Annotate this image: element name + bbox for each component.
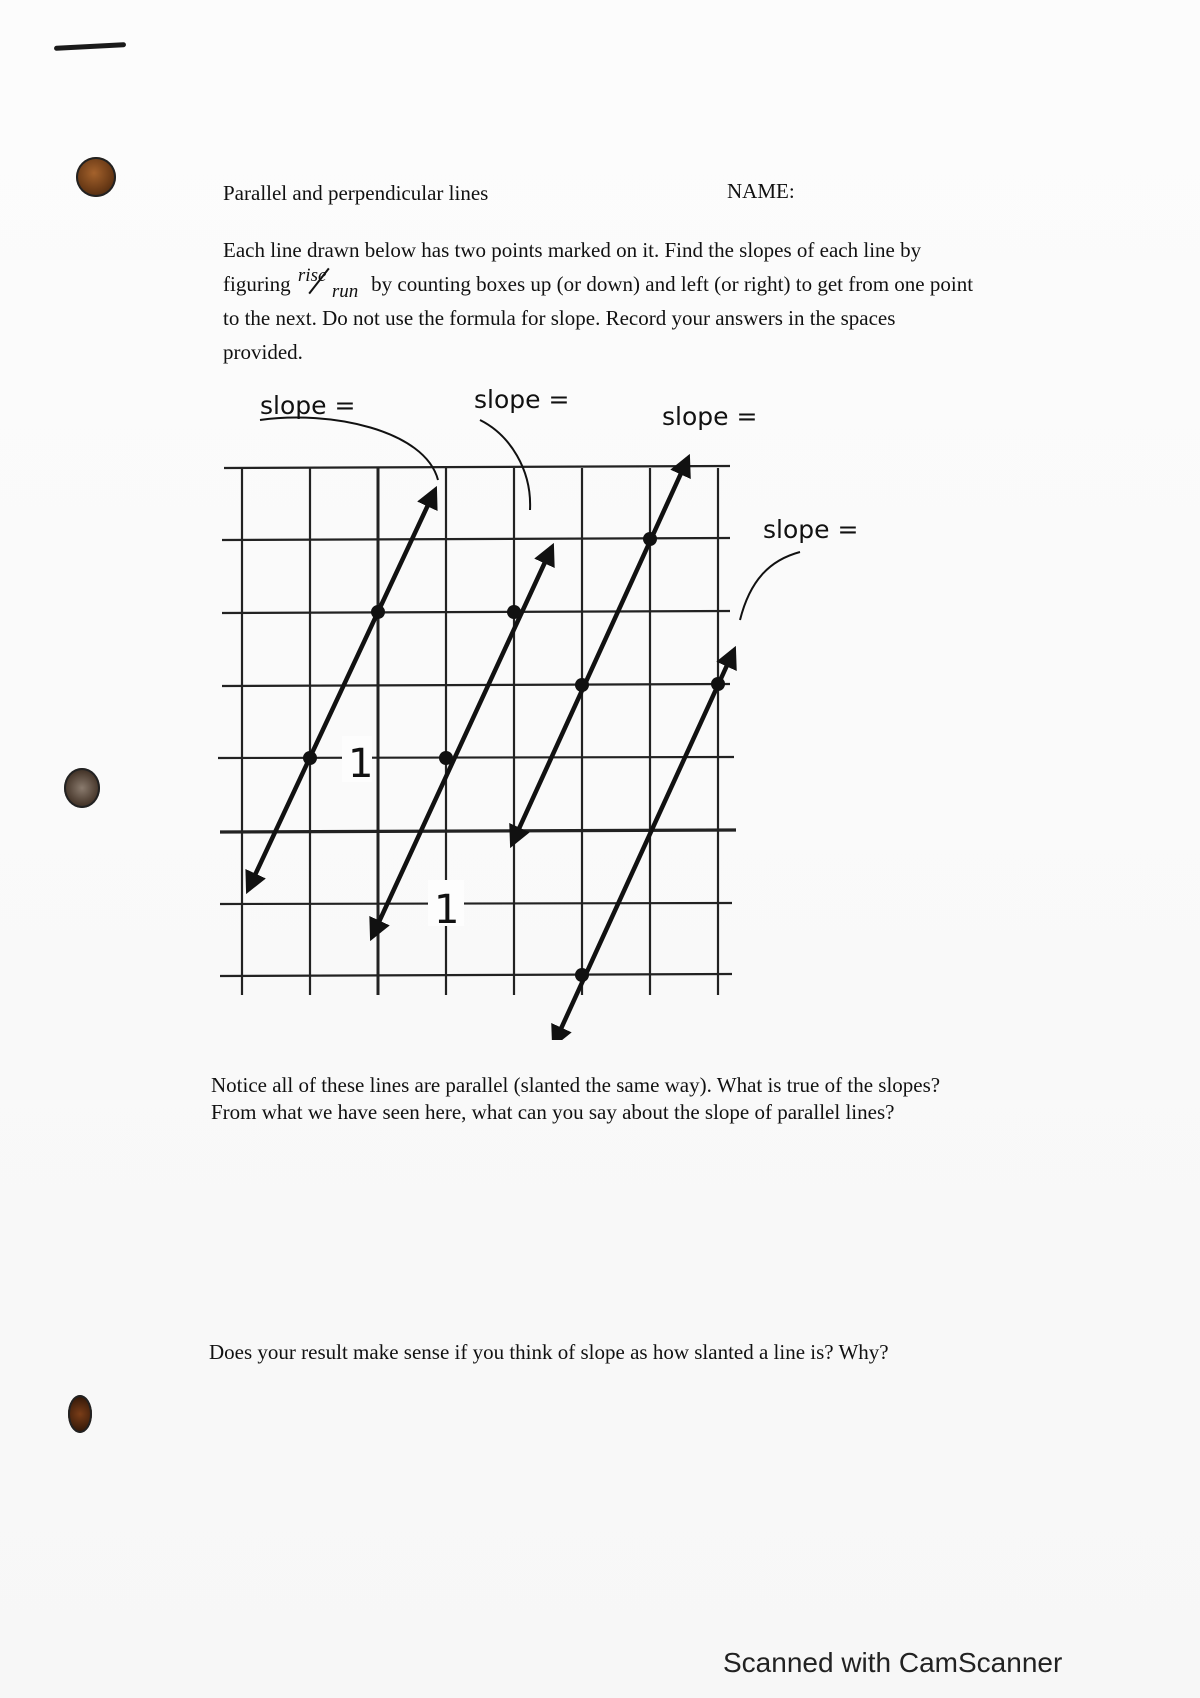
question-1-line-2: From what we have seen here, what can you say about the slope of parallel lines? — [211, 1100, 895, 1124]
instructions-line-1: Each line drawn below has two points marked on it. Find the slopes of each line by — [223, 238, 922, 262]
point-line-1-b — [371, 605, 385, 619]
name-label: NAME: — [727, 179, 795, 203]
point-line-3-a — [575, 678, 589, 692]
point-line-3-b — [643, 532, 657, 546]
grid-hline-3 — [222, 611, 730, 613]
scanner-watermark: Scanned with CamScanner — [723, 1647, 1063, 1678]
point-line-1-a — [303, 751, 317, 765]
question-1-line-1: Notice all of these lines are parallel (slanted the same way). What is true of the slopes? — [211, 1073, 941, 1097]
slope-label-1: slope = — [260, 391, 356, 420]
grid-hline-8 — [220, 974, 732, 976]
grid-hline-6 — [220, 830, 736, 832]
leader-curve-1 — [260, 418, 438, 481]
fraction-rise: rise — [297, 265, 327, 286]
instructions-line-3: to the next. Do not use the formula for slope. Record your answers in the spaces — [223, 306, 896, 330]
question-parallel-slopes — [211, 1072, 1011, 1126]
instructions-figuring: figuring — [223, 272, 291, 296]
slanted-line-2 — [372, 547, 552, 937]
parallel-lines-figure — [210, 380, 870, 1040]
instructions-line-2 — [223, 267, 983, 301]
binder-hole-middle — [64, 768, 100, 808]
grid-hline-1 — [224, 466, 730, 468]
slanted-line-3 — [512, 458, 688, 844]
slope-label-3: slope = — [662, 402, 758, 431]
leader-curve-4 — [740, 552, 800, 620]
grid-hline-4 — [222, 684, 730, 686]
worksheet-title: Parallel and perpendicular lines — [223, 181, 489, 205]
instructions-line-4: provided. — [223, 340, 303, 364]
rise-over-run-fraction — [296, 265, 366, 302]
grid-hline-5 — [218, 757, 734, 758]
unit-label-2: 1 — [434, 887, 460, 933]
fraction-run: run — [331, 281, 359, 302]
grid — [218, 466, 736, 995]
slope-label-4: slope = — [763, 515, 859, 544]
slanted-lines — [248, 458, 734, 1040]
slope-label-2: slope = — [474, 385, 570, 414]
point-line-2-b — [507, 605, 521, 619]
leader-curve-2 — [480, 420, 530, 510]
point-line-4-b — [711, 677, 725, 691]
point-line-2-a — [439, 751, 453, 765]
unit-label-1: 1 — [348, 741, 374, 787]
question-makes-sense: Does your result make sense if you think of slope as how slanted a line is? Why? — [209, 1340, 889, 1364]
binder-hole-bottom — [68, 1395, 92, 1433]
instructions — [223, 233, 983, 369]
point-line-4-a — [575, 968, 589, 982]
grid-hline-7 — [220, 903, 732, 904]
instructions-line-2-end: by counting boxes up (or down) and left (or right) to get from one point — [371, 272, 974, 296]
binder-hole-top — [76, 157, 116, 197]
